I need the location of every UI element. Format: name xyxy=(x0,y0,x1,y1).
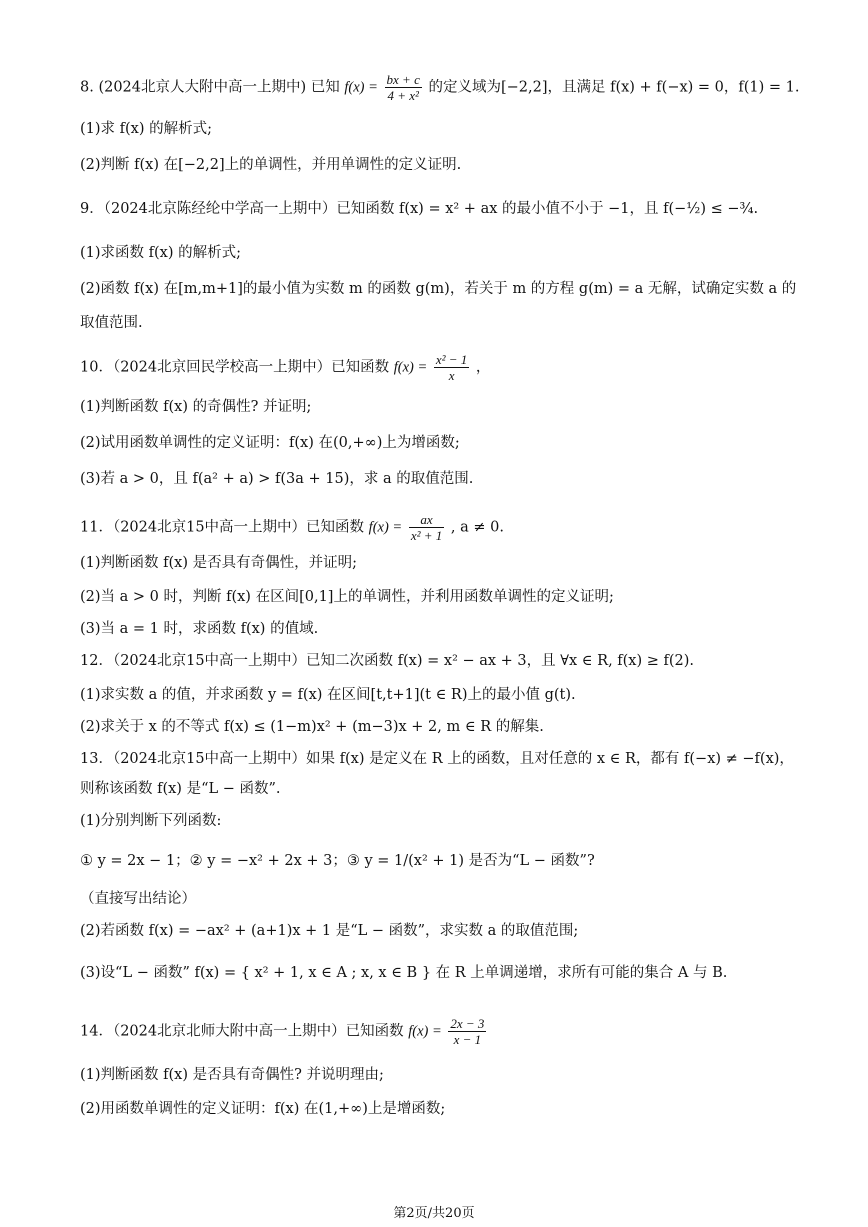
problem-10-part-3: (3)若 a > 0，且 f(a² + a) > f(3a + 15)，求 a 的取值范围. xyxy=(80,471,474,487)
problem-8-part-1: (1)求 f(x) 的解析式; xyxy=(80,121,213,137)
problem-13-note: （直接写出结论） xyxy=(80,891,196,907)
problem-12-stem: 12．（2024北京15中高一上期中）已知二次函数 f(x) = x² − ax + 3，且 ∀x ∈ R, f(x) ≥ f(2). xyxy=(80,653,695,669)
fraction: $\frac{ax}{\text{x² + 1}}$ xyxy=(410,512,443,543)
problem-13-part-3: (3)设“L − 函数” f(x) = { x² + 1, x ∈ A ; x, x ∈ B } 在 R 上单调递增，求所有可能的集合 A 与 B. xyxy=(80,965,728,981)
problem-8-stem: 8. (2024北京人大附中高一上期中) 已知 f(x) = $\frac{bx + c}{\text{4 + x²}}$ 的定义域为[−2,2]，且满足 f(x) + f(−x) = 0，f(1) = 1. xyxy=(80,72,800,103)
problem-12-part-2: (2)求关于 x 的不等式 f(x) ≤ (1−m)x² + (m−3)x + 2, m ∈ R 的解集. xyxy=(80,719,544,735)
problem-10-stem: 10．（2024北京回民学校高一上期中）已知函数 f(x) = $\frac{\text{x² − 1}}{x}$ ， xyxy=(80,352,491,383)
problem-8-part-2: (2)判断 f(x) 在[−2,2]上的单调性，并用单调性的定义证明. xyxy=(80,157,462,173)
problem-11-part-1: (1)判断函数 f(x) 是否具有奇偶性，并证明; xyxy=(80,555,357,571)
problem-14-part-2: (2)用函数单调性的定义证明：f(x) 在(1,+∞)上是增函数; xyxy=(80,1101,446,1117)
page-footer: 第2页/共20页 xyxy=(393,1206,475,1221)
problem-14-part-1: (1)判断函数 f(x) 是否具有奇偶性? 并说明理由; xyxy=(80,1067,384,1083)
problem-9-part-1: (1)求函数 f(x) 的解析式; xyxy=(80,245,242,261)
problem-13-part-1: (1)分别判断下列函数: xyxy=(80,813,222,829)
problem-13-part-2: (2)若函数 f(x) = −ax² + (a+1)x + 1 是“L − 函数”，求实数 a 的取值范围; xyxy=(80,923,579,939)
problem-9-part-2-cont: 取值范围. xyxy=(80,315,143,331)
fraction: $\frac{2x - 3}{x - 1}$ xyxy=(450,1016,485,1047)
fraction: $\frac{bx + c}{\text{4 + x²}}$ xyxy=(386,72,420,103)
problem-11-part-3: (3)当 a = 1 时，求函数 f(x) 的值域. xyxy=(80,621,319,637)
problem-13-stem-cont: 则称该函数 f(x) 是“L − 函数”. xyxy=(80,781,281,797)
fraction: $\frac{\text{x² − 1}}{x}$ xyxy=(435,352,468,383)
problem-12-part-1: (1)求实数 a 的值，并求函数 y = f(x) 在区间[t,t+1](t ∈ R)上的最小值 g(t). xyxy=(80,687,576,703)
problem-10-part-2: (2)试用函数单调性的定义证明：f(x) 在(0,+∞)上为增函数; xyxy=(80,435,460,451)
problem-13-stem: 13．（2024北京15中高一上期中）如果 f(x) 是定义在 R 上的函数，且对任意的 x ∈ R，都有 f(−x) ≠ −f(x)， xyxy=(80,751,794,767)
problem-14-stem: 14．（2024北京北师大附中高一上期中）已知函数 f(x) = $\frac{2x - 3}{x - 1}$ xyxy=(80,1016,485,1047)
problem-11-stem: 11．（2024北京15中高一上期中）已知函数 f(x) = $\frac{ax}{\text{x² + 1}}$ , a ≠ 0. xyxy=(80,512,504,543)
problem-9-part-2: (2)函数 f(x) 在[m,m+1]的最小值为实数 m 的函数 g(m)，若关于 m 的方程 g(m) = a 无解，试确定实数 a 的 xyxy=(80,281,797,297)
problem-10-part-1: (1)判断函数 f(x) 的奇偶性? 并证明; xyxy=(80,399,312,415)
problem-13-functions: ① y = 2x − 1；② y = −x² + 2x + 3；③ y = 1/(x² + 1) 是否为“L − 函数”? xyxy=(80,853,595,869)
problem-9-stem: 9．（2024北京陈经纶中学高一上期中）已知函数 f(x) = x² + ax 的最小值不小于 −1，且 f(−½) ≤ −¾. xyxy=(80,201,759,217)
problem-11-part-2: (2)当 a > 0 时，判断 f(x) 在区间[0,1]上的单调性，并利用函数单调性的定义证明; xyxy=(80,589,614,605)
